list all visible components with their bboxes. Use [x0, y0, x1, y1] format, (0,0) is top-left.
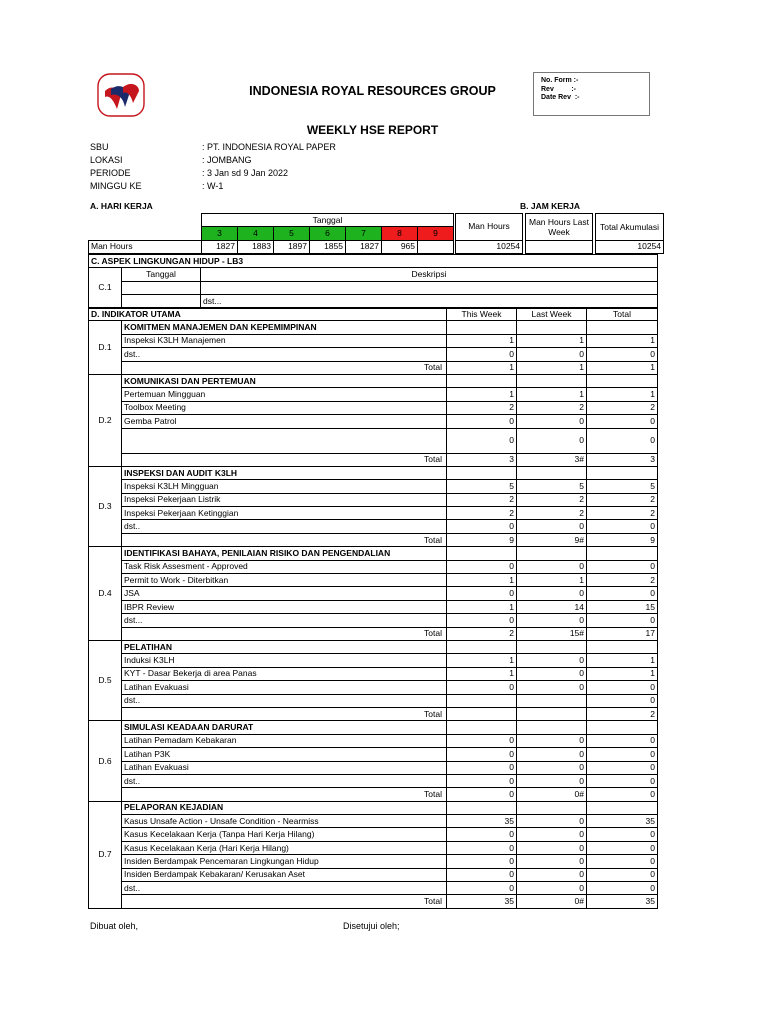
last-week-value: 0: [517, 815, 587, 828]
info-value-lokasi: : JOMBANG: [202, 155, 252, 165]
total-row: [89, 627, 658, 640]
last-week-value: 0: [517, 882, 587, 895]
indicator-group-title: IDENTIFIKASI BAHAYA, PENILAIAN RISIKO DAN PENGENDALIAN: [122, 547, 447, 560]
grand-total: 1: [587, 361, 658, 374]
total-row: [89, 788, 658, 801]
total-value: 0: [587, 587, 658, 600]
indicator-code: D.7: [89, 801, 122, 908]
empty-cell: [447, 801, 517, 814]
man-hours-label: Man Hours: [89, 240, 202, 253]
table-row: [89, 815, 658, 828]
this-week-value: 0: [447, 841, 517, 854]
grand-total: 0: [587, 788, 658, 801]
table-row: [89, 748, 658, 761]
indicator-label: dst..: [122, 882, 447, 895]
this-week-total: 1: [447, 361, 517, 374]
total-row: [89, 361, 658, 374]
last-week-total: 15#: [517, 627, 587, 640]
man-hours-value: 1827: [346, 240, 382, 253]
total-value: 0: [587, 761, 658, 774]
table-row: [89, 401, 658, 414]
this-week-value: 2: [447, 493, 517, 506]
last-week-total: [517, 707, 587, 720]
this-week-value: 0: [447, 520, 517, 533]
total-value: 1: [587, 667, 658, 680]
last-week-header: Man Hours Last Week: [526, 214, 593, 241]
table-row: [89, 694, 658, 707]
this-week-total: 3: [447, 453, 517, 466]
this-week-value: 0: [447, 761, 517, 774]
total-value: 0: [587, 520, 658, 533]
indicator-label: Induksi K3LH: [122, 654, 447, 667]
last-week-value: 0: [517, 614, 587, 627]
this-week-value: 5: [447, 480, 517, 493]
this-week-value: 0: [447, 774, 517, 787]
man-hours-value: 965: [382, 240, 418, 253]
grand-total: 3: [587, 453, 658, 466]
this-week-value: 1: [447, 667, 517, 680]
indicator-label: dst...: [122, 614, 447, 627]
total-header: Total: [587, 308, 658, 321]
last-week-value: 0: [517, 667, 587, 680]
total-value: 2: [587, 401, 658, 414]
empty-cell: [517, 640, 587, 653]
this-week-value: 0: [447, 681, 517, 694]
info-value-sbu: : PT. INDONESIA ROYAL PAPER: [202, 142, 336, 152]
table-row: [89, 667, 658, 680]
empty-cell: [517, 547, 587, 560]
form-info-box: [533, 72, 650, 116]
indicator-label: Inspeksi Pekerjaan Ketinggian: [122, 507, 447, 520]
grand-total: 17: [587, 627, 658, 640]
total-value: 0: [587, 774, 658, 787]
this-week-value: 0: [447, 560, 517, 573]
last-week-value: 0: [517, 428, 587, 453]
table-row: [89, 574, 658, 587]
date-cell: 3: [202, 227, 238, 240]
total-value: 0: [587, 734, 658, 747]
indicator-code: D.2: [89, 374, 122, 466]
grand-total: 35: [587, 895, 658, 908]
total-value: 0: [587, 882, 658, 895]
indicator-label: Permit to Work - Diterbitkan: [122, 574, 447, 587]
this-week-value: 0: [447, 415, 517, 428]
total-value: 2: [587, 493, 658, 506]
this-week-value: 0: [447, 855, 517, 868]
total-row: [89, 533, 658, 546]
last-week-value: 0: [517, 560, 587, 573]
total-value: 5: [587, 480, 658, 493]
empty-cell: [447, 466, 517, 479]
table-row: [89, 560, 658, 573]
total-value: 1: [587, 334, 658, 347]
indicator-label-empty: [122, 428, 447, 453]
last-week-value: 2: [517, 493, 587, 506]
made-by-label: Dibuat oleh,: [90, 921, 139, 931]
total-value: 0: [587, 694, 658, 707]
total-value: 0: [587, 855, 658, 868]
man-hours-header: Man Hours: [456, 214, 523, 241]
last-week-value: 0: [517, 654, 587, 667]
man-hours-total: 10254: [456, 240, 523, 253]
indicator-label: JSA: [122, 587, 447, 600]
empty-cell: [517, 801, 587, 814]
last-week-value: 0: [517, 748, 587, 761]
last-week-total: 0#: [517, 895, 587, 908]
date-cell: 4: [238, 227, 274, 240]
last-week-value: 0: [517, 520, 587, 533]
indicator-label: KYT - Dasar Bekerja di area Panas: [122, 667, 447, 680]
this-week-value: 2: [447, 401, 517, 414]
empty-cell: [587, 801, 658, 814]
table-row: [89, 681, 658, 694]
indicator-group-title: PELAPORAN KEJADIAN: [122, 801, 447, 814]
c1-dst: dst...: [201, 295, 658, 308]
empty-cell: [517, 374, 587, 387]
table-row: [89, 348, 658, 361]
table-row: [89, 493, 658, 506]
last-week-value: 0: [517, 587, 587, 600]
this-week-value: 1: [447, 600, 517, 613]
total-label: Total: [122, 533, 447, 546]
last-week-value: 2: [517, 401, 587, 414]
this-week-value: 1: [447, 654, 517, 667]
table-row: [89, 334, 658, 347]
total-value: 0: [587, 841, 658, 854]
section-c-table: [88, 254, 658, 309]
empty-cell: [447, 374, 517, 387]
empty-cell: [447, 547, 517, 560]
indicator-label: Task Risk Assesment - Approved: [122, 560, 447, 573]
empty-cell: [587, 466, 658, 479]
info-value-periode: : 3 Jan sd 9 Jan 2022: [202, 168, 289, 178]
last-week-value: 1: [517, 334, 587, 347]
date-revision: Date Rev :-: [541, 94, 580, 101]
date-cell: 9: [418, 227, 454, 240]
date-cell: 6: [310, 227, 346, 240]
empty-cell: [587, 721, 658, 734]
table-row: [89, 388, 658, 401]
last-week-value: 1: [517, 574, 587, 587]
this-week-total: 9: [447, 533, 517, 546]
table-row: [89, 507, 658, 520]
last-week-total: 3#: [517, 453, 587, 466]
grand-total: 9: [587, 533, 658, 546]
section-d-title: D. INDIKATOR UTAMA: [89, 308, 447, 321]
c1-code: C.1: [89, 268, 122, 308]
total-value: 2: [587, 574, 658, 587]
indicator-group-title: KOMITMEN MANAJEMEN DAN KEPEMIMPINAN: [122, 321, 447, 334]
total-row: [89, 895, 658, 908]
indicator-label: Toolbox Meeting: [122, 401, 447, 414]
empty-cell: [587, 321, 658, 334]
this-week-value: 2: [447, 507, 517, 520]
indicator-label: dst..: [122, 348, 447, 361]
table-row: [89, 520, 658, 533]
indicator-label: Latihan P3K: [122, 748, 447, 761]
indicator-label: Insiden Berdampak Kebakaran/ Kerusakan Aset: [122, 868, 447, 881]
indicator-group-title: INSPEKSI DAN AUDIT K3LH: [122, 466, 447, 479]
this-week-total: 2: [447, 627, 517, 640]
total-akumulasi-value: 10254: [596, 240, 664, 253]
table-row: [89, 868, 658, 881]
total-value: 0: [587, 560, 658, 573]
empty-cell: [587, 374, 658, 387]
indicator-group-title: PELATIHAN: [122, 640, 447, 653]
total-value: 0: [587, 614, 658, 627]
table-row: [89, 480, 658, 493]
revision: Rev :-: [541, 85, 577, 93]
this-week-value: 0: [447, 348, 517, 361]
total-label: Total: [122, 895, 447, 908]
indicator-group-title: KOMUNIKASI DAN PERTEMUAN: [122, 374, 447, 387]
indicator-label: IBPR Review: [122, 600, 447, 613]
total-value: 0: [587, 415, 658, 428]
indicator-label: Latihan Evakuasi: [122, 681, 447, 694]
indicator-label: Inspeksi K3LH Mingguan: [122, 480, 447, 493]
tanggal-header: Tanggal: [202, 214, 454, 227]
table-row: [89, 587, 658, 600]
last-week-value: 0: [517, 774, 587, 787]
table-row: [89, 882, 658, 895]
indicator-label: Inspeksi K3LH Manajemen: [122, 334, 447, 347]
indicator-code: D.6: [89, 721, 122, 801]
this-week-value: 0: [447, 882, 517, 895]
this-week-header: This Week: [447, 308, 517, 321]
this-week-value: [447, 694, 517, 707]
total-value: 0: [587, 828, 658, 841]
report-title: WEEKLY HSE REPORT: [306, 123, 439, 137]
man-hours-value: 1855: [310, 240, 346, 253]
last-week-value: 0: [517, 841, 587, 854]
deskripsi-col-header: Deskripsi: [201, 268, 658, 281]
last-week-value: 2: [517, 507, 587, 520]
total-value: 1: [587, 654, 658, 667]
indicator-label: Latihan Pemadam Kebakaran: [122, 734, 447, 747]
last-week-total: 1: [517, 361, 587, 374]
this-week-value: 0: [447, 587, 517, 600]
table-row: [89, 654, 658, 667]
total-value: 15: [587, 600, 658, 613]
this-week-total: [447, 707, 517, 720]
this-week-value: 0: [447, 828, 517, 841]
info-label-periode: PERIODE: [90, 168, 131, 178]
last-week-value: 0: [517, 681, 587, 694]
table-row: [89, 734, 658, 747]
table-row: [89, 841, 658, 854]
last-week-value: 0: [517, 828, 587, 841]
last-week-header: Last Week: [517, 308, 587, 321]
last-week-value: 0: [517, 348, 587, 361]
man-hours-value: 1883: [238, 240, 274, 253]
total-value: 0: [587, 868, 658, 881]
last-week-value: 1: [517, 388, 587, 401]
form-number: No. Form :-: [541, 77, 579, 84]
section-a-table: [88, 213, 664, 254]
date-cell: 7: [346, 227, 382, 240]
empty-cell: [517, 466, 587, 479]
total-label: Total: [122, 361, 447, 374]
this-week-value: 1: [447, 574, 517, 587]
this-week-value: 0: [447, 748, 517, 761]
total-label: Total: [122, 707, 447, 720]
total-row: [89, 453, 658, 466]
last-week-total: 0#: [517, 788, 587, 801]
total-value: 0: [587, 348, 658, 361]
this-week-value: 0: [447, 734, 517, 747]
grand-total: 2: [587, 707, 658, 720]
total-value: 0: [587, 681, 658, 694]
indicator-label: dst..: [122, 520, 447, 533]
last-week-value: 0: [517, 868, 587, 881]
indicator-label: dst..: [122, 774, 447, 787]
last-week-value: 0: [517, 734, 587, 747]
this-week-value: 0: [447, 868, 517, 881]
empty-cell: [587, 547, 658, 560]
indicator-label: Kasus Kecelakaan Kerja (Tanpa Hari Kerja Hilang): [122, 828, 447, 841]
date-cell: 8: [382, 227, 418, 240]
empty-cell: [517, 321, 587, 334]
info-label-minggu: MINGGU KE: [90, 181, 142, 191]
indicator-label: Kasus Unsafe Action - Unsafe Condition - Nearmiss: [122, 815, 447, 828]
indicator-label: Gemba Patrol: [122, 415, 447, 428]
this-week-value: 1: [447, 388, 517, 401]
empty-cell: [587, 640, 658, 653]
table-row: [89, 855, 658, 868]
last-week-value: 0: [517, 855, 587, 868]
last-week-value: 0: [517, 415, 587, 428]
empty-cell: [517, 721, 587, 734]
this-week-value: 35: [447, 815, 517, 828]
table-row: [89, 774, 658, 787]
total-row: [89, 707, 658, 720]
empty-cell: [447, 721, 517, 734]
info-label-lokasi: LOKASI: [90, 155, 123, 165]
total-value: 0: [587, 428, 658, 453]
company-logo-icon: [97, 73, 145, 117]
this-week-value: 0: [447, 428, 517, 453]
total-value: 2: [587, 507, 658, 520]
total-value: 1: [587, 388, 658, 401]
total-value: 35: [587, 815, 658, 828]
company-name: INDONESIA ROYAL RESOURCES GROUP: [249, 84, 496, 98]
indicator-label: Insiden Berdampak Pencemaran Lingkungan Hidup: [122, 855, 447, 868]
this-week-total: 0: [447, 788, 517, 801]
last-week-value: 0: [517, 761, 587, 774]
table-row: [89, 761, 658, 774]
total-label: Total: [122, 453, 447, 466]
section-d-table: [88, 307, 658, 909]
indicator-label: Kasus Kecelakaan Kerja (Hari Kerja Hilang): [122, 841, 447, 854]
indicator-code: D.5: [89, 640, 122, 720]
indicator-code: D.4: [89, 547, 122, 641]
section-c-title: C. ASPEK LINGKUNGAN HIDUP - LB3: [89, 255, 658, 268]
indicator-label: Latihan Evakuasi: [122, 761, 447, 774]
this-week-value: 1: [447, 334, 517, 347]
man-hours-value: 1897: [274, 240, 310, 253]
total-akumulasi-header: Total Akumulasi: [596, 214, 664, 241]
date-cell: 5: [274, 227, 310, 240]
approved-by-label: Disetujui oleh;: [343, 921, 400, 931]
this-week-value: 0: [447, 614, 517, 627]
table-row: [89, 828, 658, 841]
table-row: [89, 415, 658, 428]
indicator-label: Inspeksi Pekerjaan Listrik: [122, 493, 447, 506]
man-hours-value: [418, 240, 454, 253]
this-week-total: 35: [447, 895, 517, 908]
section-b-title: B. JAM KERJA: [520, 201, 580, 211]
last-week-total: 9#: [517, 533, 587, 546]
indicator-label: Pertemuan Mingguan: [122, 388, 447, 401]
total-value: 0: [587, 748, 658, 761]
indicator-group-title: SIMULASI KEADAAN DARURAT: [122, 721, 447, 734]
tanggal-col-header: Tanggal: [122, 268, 201, 281]
empty-cell: [447, 640, 517, 653]
last-week-value: [517, 694, 587, 707]
info-value-minggu: : W-1: [202, 181, 224, 191]
man-hours-value: 1827: [202, 240, 238, 253]
table-row: [89, 614, 658, 627]
indicator-label: dst..: [122, 694, 447, 707]
indicator-code: D.3: [89, 466, 122, 546]
section-a-title: A. HARI KERJA: [90, 201, 153, 211]
table-row: [89, 600, 658, 613]
total-label: Total: [122, 788, 447, 801]
last-week-value: [526, 240, 593, 253]
total-label: Total: [122, 627, 447, 640]
last-week-value: 5: [517, 480, 587, 493]
last-week-value: 14: [517, 600, 587, 613]
indicator-code: D.1: [89, 321, 122, 375]
empty-cell: [447, 321, 517, 334]
info-label-sbu: SBU: [90, 142, 109, 152]
